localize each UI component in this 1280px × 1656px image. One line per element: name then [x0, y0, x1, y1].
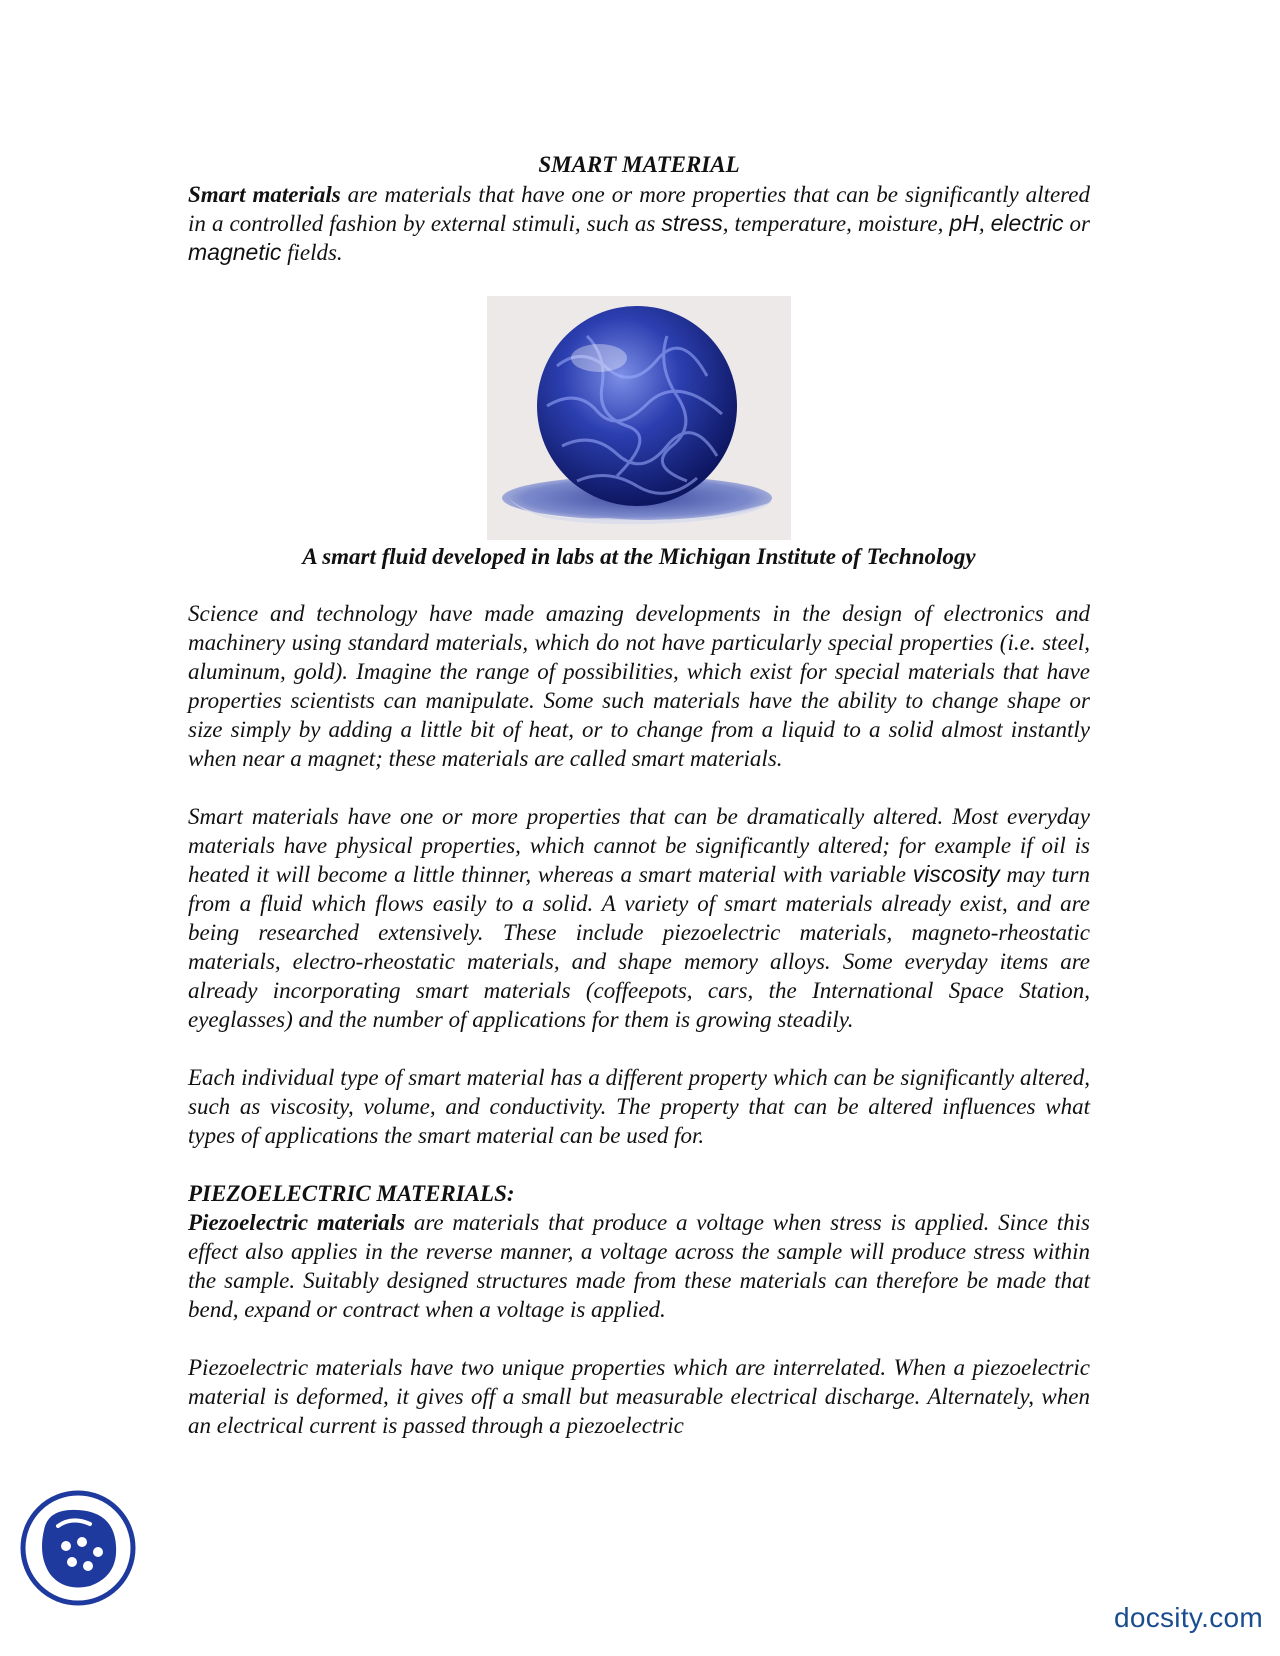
- intro-paragraph: Smart materials are materials that have one or more properties that can be significantly altered in a controlled fashion by external stimuli, such as stress, temperature, moisture, pH, electric or magnetic fields.: [188, 182, 1090, 265]
- term-ph: pH: [949, 210, 979, 236]
- term-electric: electric: [990, 210, 1064, 236]
- docsity-logo-icon[interactable]: [20, 1490, 136, 1606]
- page-title: SMART MATERIAL: [538, 152, 740, 177]
- figure-caption: A smart fluid developed in labs at the Michigan Institute of Technology: [302, 544, 976, 569]
- smart-fluid-illustration: [487, 296, 791, 540]
- piezo-lead: Piezoelectric materials: [188, 1210, 406, 1235]
- term-stress: stress: [661, 210, 723, 236]
- paragraph-2: Smart materials have one or more properties that can be dramatically altered. Most everyday materials have physical properties, which cannot be significantly altered; for example if oil is heated it will become a little thinner, whereas a smart material with variable viscosity may turn from a fluid which flows easily to a solid. A variety of smart materials already exist, and are being researched extensively. These include piezoelectric materials, magneto-rheostatic materials, electro-rheostatic materials, and shape memory alloys. Some everyday items are already incorporating smart materials (coffeepots, cars, the International Space Station, eyeglasses) and the number of applications for them is growing steadily.: [188, 804, 1090, 1032]
- smart-fluid-image: [487, 296, 791, 540]
- section-heading: PIEZOELECTRIC MATERIALS:: [188, 1181, 515, 1206]
- paragraph-5: Piezoelectric materials have two unique properties which are interrelated. When a piezoelectric material is deformed, it gives off a small but measurable electrical discharge. Alternately, when an electrical current is passed through a piezoelectric: [188, 1355, 1090, 1438]
- paragraph-1: Science and technology have made amazing developments in the design of electronics and machinery using standard materials, which do not have particularly special properties (i.e. steel, aluminum, gold). Imagine the range of possibilities, which exist for special materials that have properties scientists can manipulate. Some such materials have the ability to change shape or size simply by adding a little bit of heat, or to change from a liquid to a solid almost instantly when near a magnet; these materials are called smart materials.: [188, 601, 1090, 771]
- document-body: [188, 150, 1090, 267]
- intro-lead: Smart materials: [188, 182, 341, 207]
- term-viscosity: viscosity: [912, 861, 1000, 887]
- term-magnetic: magnetic: [188, 239, 282, 265]
- article-content: [188, 599, 1090, 1440]
- paragraph-3: Each individual type of smart material has a different property which can be significantly altered, such as viscosity, volume, and conductivity. The property that can be altered influences what types of applications the smart material can be used for.: [188, 1065, 1090, 1148]
- docsity-brand-link[interactable]: docsity.com: [1113, 1602, 1263, 1633]
- paragraph-4: Piezoelectric materials are materials that produce a voltage when stress is applied. Since this effect also applies in the reverse manner, a voltage across the sample will produce stress within the sample. Suitably designed structures made from these materials can therefore be made that bend, expand or contract when a voltage is applied.: [188, 1210, 1090, 1322]
